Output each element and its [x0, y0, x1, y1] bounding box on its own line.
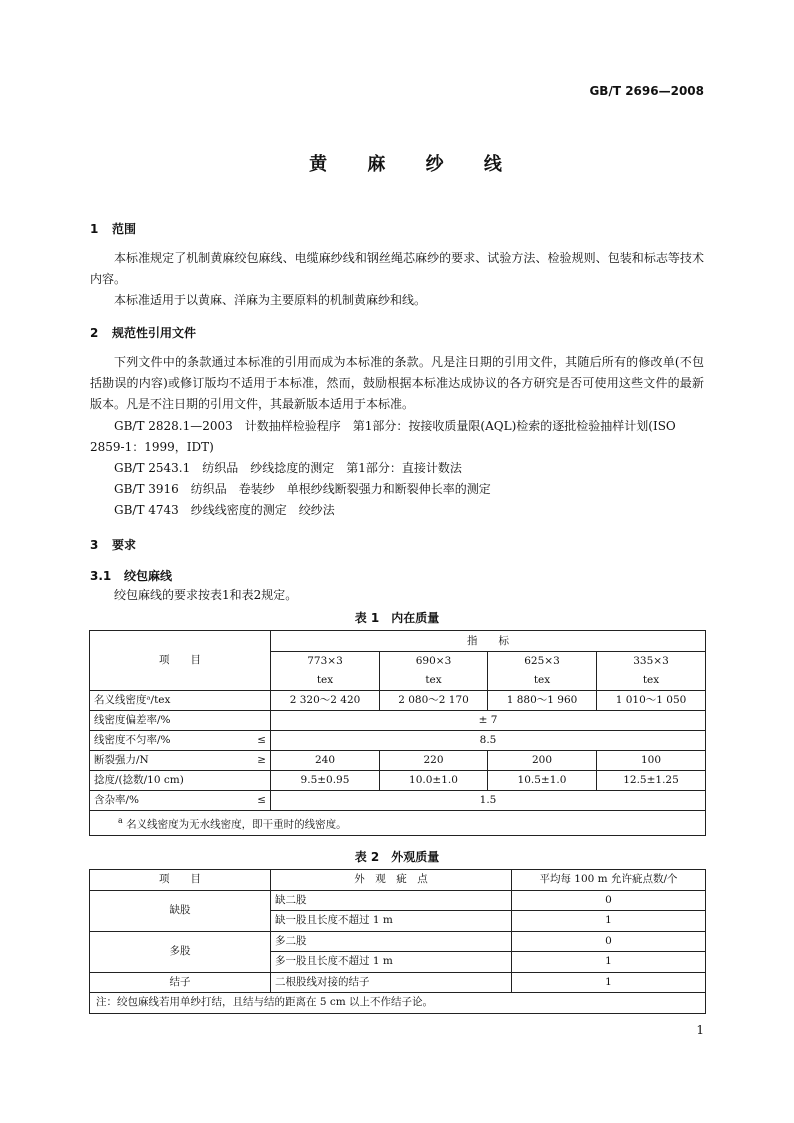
table-row: [90, 972, 706, 993]
spec-header: 690×3: [380, 652, 488, 672]
section-2-paragraph-1: 下列文件中的条款通过本标准的引用而成为本标准的条款。凡是注日期的引用文件，其随后所有的修改单(不包括勘误的内容)或修订版均不适用于本标准，然而，鼓励根据本标准达成协议的各方研究是否可使用这些文件的最新版本。凡是不注日期的引用文件，其最新版本适用于本标准。: [90, 355, 704, 411]
item-cell: 多股: [90, 931, 271, 972]
section-title: 规范性引用文件: [112, 326, 197, 340]
table-cell: 9.5±0.95: [271, 771, 380, 791]
row-label: 线密度偏差率/%: [90, 711, 271, 731]
section-1-heading: [90, 220, 136, 237]
table-cell: 220: [380, 751, 488, 771]
table-row: [90, 711, 706, 731]
table-cell: 10.5±1.0: [488, 771, 597, 791]
reference-item: GB/T 3916 纺织品 卷装纱 单根纱线断裂强力和断裂伸长率的测定: [114, 482, 491, 496]
table-1-caption: 表 1 内在质量: [354, 611, 440, 625]
standard-number: GB/T 2696—2008: [589, 84, 704, 98]
section-number: 2: [90, 326, 99, 340]
defect-cell: 多二股: [271, 931, 512, 952]
defect-cell: 多一股且长度不超过 1 m: [271, 952, 512, 973]
subsection-3-1-heading: [90, 567, 172, 584]
table-row: [90, 731, 706, 751]
table-row: [90, 890, 706, 911]
table-row: [90, 691, 706, 711]
unit-header: tex: [597, 671, 706, 691]
item-cell: 缺股: [90, 890, 271, 931]
table-2-note: 注：绞包麻线若用单纱打结，且结与结的距离在 5 cm 以上不作结子论。: [90, 993, 706, 1014]
spec-header: 335×3: [597, 652, 706, 672]
count-cell: 1: [512, 911, 706, 932]
defect-cell: 缺一股且长度不超过 1 m: [271, 911, 512, 932]
page-number: 1: [696, 1023, 704, 1037]
unit-header: tex: [271, 671, 380, 691]
spec-header: 773×3: [271, 652, 380, 672]
section-1-paragraph-1: 本标准规定了机制黄麻绞包麻线、电缆麻纱线和钢丝绳芯麻纱的要求、试验方法、检验规则、包装和标志等技术内容。: [90, 251, 704, 286]
section-1-paragraph-2: 本标准适用于以黄麻、洋麻为主要原料的机制黄麻纱和线。: [114, 293, 427, 307]
section-title: 要求: [112, 538, 137, 552]
subsection-title: 绞包麻线: [124, 569, 173, 583]
footnote-mark: a: [118, 816, 123, 825]
subsection-number: 3.1: [90, 569, 112, 583]
document-title: 黄 麻 纱 线: [309, 154, 519, 175]
count-cell: 1: [512, 952, 706, 973]
table-cell: 2 080～2 170: [380, 691, 488, 711]
row-label: 线密度不匀率/% ≤: [90, 731, 271, 751]
table-cell: 1 880～1 960: [488, 691, 597, 711]
table-cell: 10.0±1.0: [380, 771, 488, 791]
table-header-item: 项 目: [90, 631, 271, 691]
table-2-appearance-quality: [89, 869, 706, 1014]
table-2-caption: 表 2 外观质量: [354, 850, 440, 864]
reference-item: GB/T 4743 纱线线密度的测定 绞纱法: [114, 503, 335, 517]
table-cell: 1 010～1 050: [597, 691, 706, 711]
table-cell: 240: [271, 751, 380, 771]
row-label: 断裂强力/N ≥: [90, 751, 271, 771]
comparison-symbol: ≤: [257, 794, 266, 806]
comparison-symbol: ≥: [257, 754, 266, 766]
unit-header: tex: [488, 671, 597, 691]
table-cell: 200: [488, 751, 597, 771]
count-cell: 0: [512, 931, 706, 952]
defect-cell: 二根股线对接的结子: [271, 972, 512, 993]
table-row: [90, 931, 706, 952]
section-3-heading: [90, 536, 136, 553]
table-row: [90, 771, 706, 791]
table-cell-merged: ± 7: [271, 711, 706, 731]
table-row: [90, 791, 706, 811]
section-title: 范围: [112, 222, 137, 236]
table-header: 平均每 100 m 允许疵点数/个: [512, 870, 706, 891]
table-row: [90, 751, 706, 771]
table-header: 项 目: [90, 870, 271, 891]
table-cell: 100: [597, 751, 706, 771]
section-2-heading: [90, 324, 196, 341]
section-number: 1: [90, 222, 99, 236]
table-1-footnote: $^a$ 名义线密度为无水线密度，即干重时的线密度。: [90, 811, 706, 836]
table-cell-merged: 1.5: [271, 791, 706, 811]
spec-header: 625×3: [488, 652, 597, 672]
unit-header: tex: [380, 671, 488, 691]
item-cell: 结子: [90, 972, 271, 993]
section-number: 3: [90, 538, 99, 552]
defect-cell: 缺二股: [271, 890, 512, 911]
table-header: 外 观 疵 点: [271, 870, 512, 891]
table-header-group: 指 标: [271, 631, 706, 652]
table-1-intrinsic-quality: [89, 630, 706, 836]
reference-item: GB/T 2828.1—2003 计数抽样检验程序 第1部分：按接收质量限(AQL)检索的逐批检验抽样计划(ISO 2859-1：1999，IDT): [90, 419, 676, 454]
table-cell: 2 320～2 420: [271, 691, 380, 711]
row-label: 名义线密度ᵃ/tex: [90, 691, 271, 711]
count-cell: 1: [512, 972, 706, 993]
comparison-symbol: ≤: [257, 734, 266, 746]
count-cell: 0: [512, 890, 706, 911]
reference-item: GB/T 2543.1 纺织品 纱线捻度的测定 第1部分：直接计数法: [114, 461, 462, 475]
table-cell-merged: 8.5: [271, 731, 706, 751]
row-label: 捻度/(捻数/10 cm): [90, 771, 271, 791]
table-cell: 12.5±1.25: [597, 771, 706, 791]
subsection-3-1-paragraph: 绞包麻线的要求按表1和表2规定。: [114, 588, 298, 602]
row-label: 含杂率/% ≤: [90, 791, 271, 811]
